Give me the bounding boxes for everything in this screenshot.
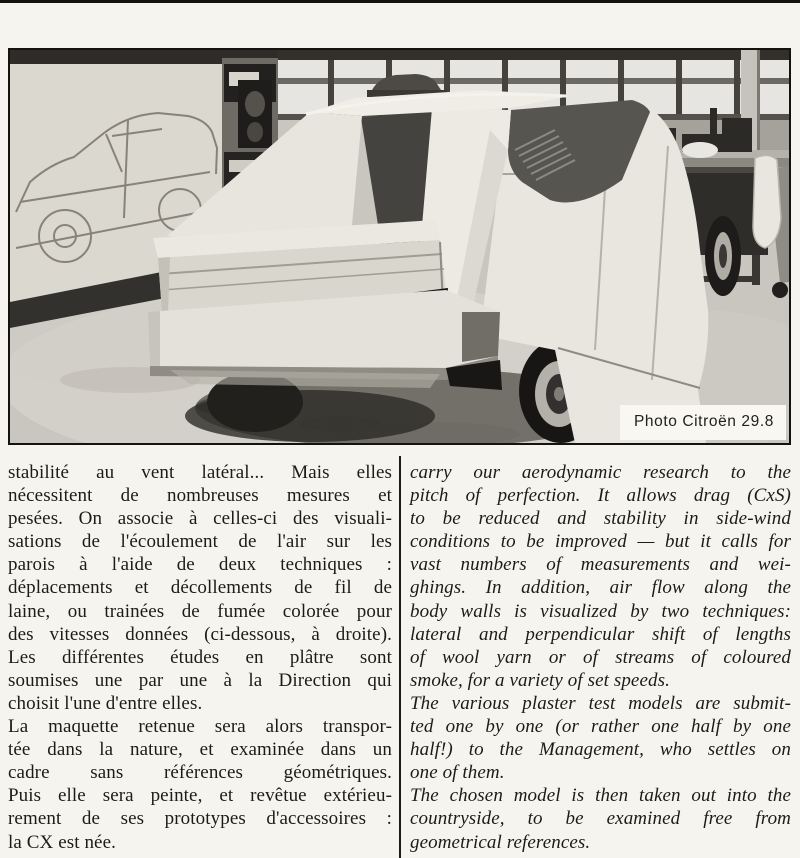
workshop-photo-illustration xyxy=(10,50,789,443)
hanging-cloth xyxy=(753,155,781,248)
text-line: Puis elle sera peinte, et revêtue extérieu- xyxy=(8,785,392,807)
speaker-box xyxy=(238,80,272,148)
text-line: rement de ses prototypes d'accessoires : xyxy=(8,808,392,830)
text-line: The chosen model is then taken out into the xyxy=(410,785,791,807)
text-line: sations de l'écoulement de l'air sur les xyxy=(8,531,392,553)
photo-credit: Photo Citroën 29.8 xyxy=(620,405,786,440)
text-line: parois à l'aide de deux techniques : xyxy=(8,554,392,576)
text-line: choisit l'une d'entre elles. xyxy=(8,692,203,714)
text-line: conditions to be improved — but it calls for xyxy=(410,531,791,553)
article-text xyxy=(0,456,800,858)
text-line: La maquette retenue sera alors transpor- xyxy=(8,716,392,738)
text-line: déplacements et décollements de fil de xyxy=(8,577,392,599)
column-divider xyxy=(399,456,401,858)
text-line: stabilité au vent latéral... Mais elles xyxy=(8,462,392,483)
text-line: soumises une par une à la Direction qui xyxy=(8,669,392,691)
workshop-photo xyxy=(8,48,791,445)
text-line: pitch of perfection. It allows drag (CxS) xyxy=(410,485,791,507)
text-line: body walls is visualized by two techniques: xyxy=(410,600,791,622)
text-line: smoke, for a variety of set speeds. xyxy=(410,669,670,691)
text-line: cadre sans références géométriques. xyxy=(8,762,392,784)
text-line: carry our aerodynamic research to the xyxy=(410,462,791,483)
front-wheel xyxy=(705,216,741,296)
text-line: ghings. In addition, air flow along the xyxy=(410,577,791,599)
text-line: la CX est née. xyxy=(8,831,116,853)
text-line: The various plaster test models are submit- xyxy=(410,692,791,714)
text-line: Les différentes études en plâtre sont xyxy=(8,646,392,668)
text-line: vast numbers of measurements and wei- xyxy=(410,554,791,576)
text-line: laine, ou trainées de fumée colorée pour xyxy=(8,600,392,622)
text-line: pesées. On associe à celles-ci des visuali- xyxy=(8,508,392,530)
page-top-rule xyxy=(0,0,800,3)
text-line: of wool yarn or of streams of coloured xyxy=(410,646,791,668)
text-line: half!) to the Management, who settles on xyxy=(410,739,791,761)
text-line: ted one by one (or rather one half by one xyxy=(410,716,791,738)
text-line: des vitesses données (ci-dessous, à droite). xyxy=(8,623,392,645)
english-column xyxy=(410,461,791,854)
french-column xyxy=(8,461,392,854)
text-line: lateral and perpendicular shift of lengths xyxy=(410,623,791,645)
text-line: countryside, to be examined free from xyxy=(410,808,791,830)
text-line: to be reduced and stability in side-wind xyxy=(410,508,791,530)
text-line: one of them. xyxy=(410,762,505,784)
text-line: geometrical references. xyxy=(410,831,591,853)
text-line: nécessitent de nombreuses mesures et xyxy=(8,485,392,507)
text-line: tée dans la nature, et examinée dans un xyxy=(8,739,392,761)
